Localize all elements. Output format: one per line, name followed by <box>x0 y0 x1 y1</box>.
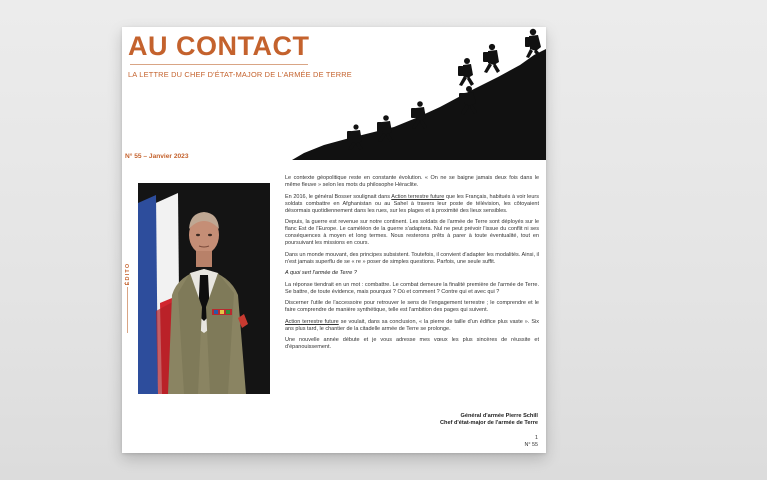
paragraph-text: que les Français, habitués à voir leurs soldats combattre en Afghanistan ou au Sahel à travers leur poste de télévision, les côtoyaient désormais quotidiennement dans les rues, sur les plages et à proximité des lieux sensibles. <box>285 193 539 214</box>
paragraph: Le contexte géopolitique reste en constante évolution. « On ne se baigne jamais deux fois dans le même fleuve » selon les mots du philosophe Héraclite. <box>285 175 539 188</box>
action-terrestre-future-link[interactable]: Action terrestre future <box>391 193 445 200</box>
general-portrait-photo <box>138 183 270 394</box>
page-footer <box>524 435 538 448</box>
signature-role: Chef d'état-major de l'armée de Terre <box>440 420 538 426</box>
issue-number: N° 55 – Janvier 2023 <box>125 153 189 160</box>
question-heading: A quoi sert l'armée de Terre ? <box>285 270 357 276</box>
paragraph: Dans un monde mouvant, des principes subsistent. Toutefois, il convient d'adapter les modalités. Ainsi, il n'est jamais superflu de se « re » poser de simples questions. Parfois, une seule suffit. <box>285 251 539 265</box>
paragraph: Depuis, la guerre est revenue sur notre continent. Les soldats de l'armée de Terre sont déployés sur le flanc Est de l'Europe. Le caméléon de la guerre s'adaptera. Nul ne peut prévoir l'issue du conflit ni ses conséquences à moyen et long termes. Nous resterons prêts à parer à toute éventualité, tout en poursuivant les missions en cours. <box>285 219 539 246</box>
paragraph <box>285 194 539 215</box>
page-number: 1 <box>535 435 538 441</box>
soldiers-silhouette-illustration <box>208 27 546 160</box>
masthead-title: AU CONTACT <box>128 31 310 61</box>
signature-name: Général d'armée Pierre Schill <box>460 413 538 419</box>
edito-section-label: ÉDITO <box>125 262 131 286</box>
paragraph: Discerner l'utile de l'accessoire pour retrouver le sens de l'engagement terrestre ; le comprendre et le faire comprendre de manière synthétique, telle est l'ambition des pages qui suivent. <box>285 300 539 313</box>
paragraph-text: En 2016, le général Bosser soulignait dans <box>285 193 392 200</box>
editorial-body <box>285 175 539 356</box>
action-terrestre-future-link[interactable]: Action terrestre future <box>285 318 339 325</box>
newsletter-page <box>122 27 546 453</box>
footer-issue: N° 55 <box>524 441 538 448</box>
paragraph: Une nouvelle année débute et je vous adresse mes vœux les plus sincères de réussite et d'épanouissement. <box>285 337 539 350</box>
signature-block <box>440 413 538 427</box>
paragraph: La réponse tiendrait en un mot : combattre. Le combat demeure la finalité première de l'armée de Terre. Se battre, de toute évidence, mais pourquoi ? Où et comment ? Contre qui et avec qui ? <box>285 281 539 295</box>
paragraph-text: se voulait, dans sa conclusion, « la pierre de taille d'un édifice plus vaste ». Six ans plus tard, le chantier de la citadelle armée de Terre se prolonge. <box>285 318 539 332</box>
paragraph <box>285 319 539 333</box>
masthead-subtitle: LA LETTRE DU CHEF D'ÉTAT-MAJOR DE L'ARMÉE DE TERRE <box>128 70 352 79</box>
edito-divider <box>127 287 128 333</box>
